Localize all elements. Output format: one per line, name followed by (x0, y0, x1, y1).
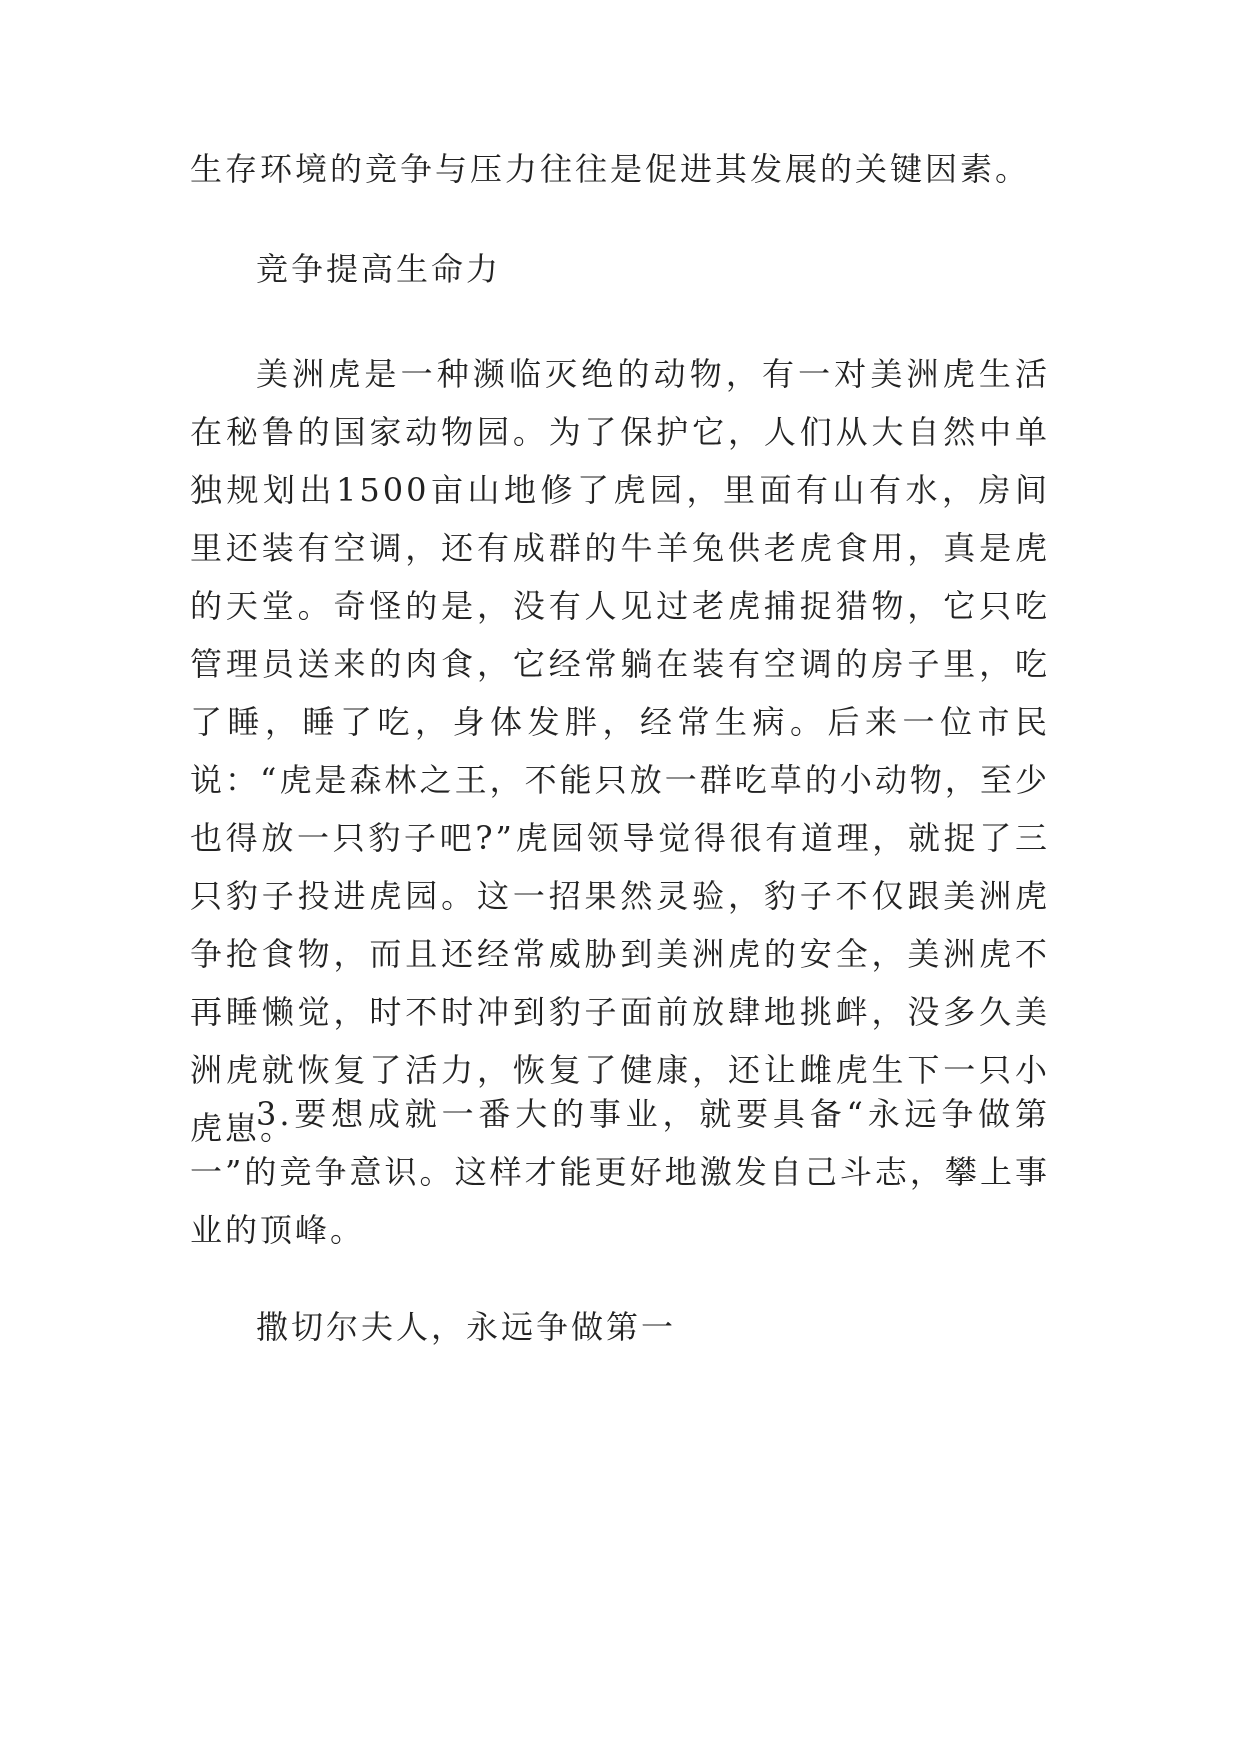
paragraph-point-three: 3.要想成就一番大的事业，就要具备“永远争做第一”的竞争意识。这样才能更好地激发自己斗志，攀上事业的顶峰。 (190, 1095, 1050, 1249)
section-heading-competition: 竞争提高生命力 (256, 250, 502, 288)
paragraph-conclusion: 生存环境的竞争与压力往往是促进其发展的关键因素。 (190, 150, 1031, 188)
section-heading-thatcher: 撒切尔夫人，永远争做第一 (256, 1308, 677, 1346)
paragraph-jaguar-story: 美洲虎是一种濒临灭绝的动物，有一对美洲虎生活在秘鲁的国家动物园。为了保护它，人们从大自然中单独规划出1500亩山地修了虎园，里面有山有水，房间里还装有空调，还有成群的牛羊兔供老虎食用，真是虎的天堂。奇怪的是，没有人见过老虎捕捉猎物，它只吃管理员送来的肉食，它经常躺在装有空调的房子里，吃了睡，睡了吃，身体发胖，经常生病。后来一位市民说：“虎是森林之王，不能只放一群吃草的小动物，至少也得放一只豹子吧?”虎园领导觉得很有道理，就捉了三只豹子投进虎园。这一招果然灵验，豹子不仅跟美洲虎争抢食物，而且还经常威胁到美洲虎的安全，美洲虎不再睡懒觉，时不时冲到豹子面前放肆地挑衅，没多久美洲虎就恢复了活力，恢复了健康，还让雌虎生下一只小虎崽。 (190, 355, 1050, 1147)
